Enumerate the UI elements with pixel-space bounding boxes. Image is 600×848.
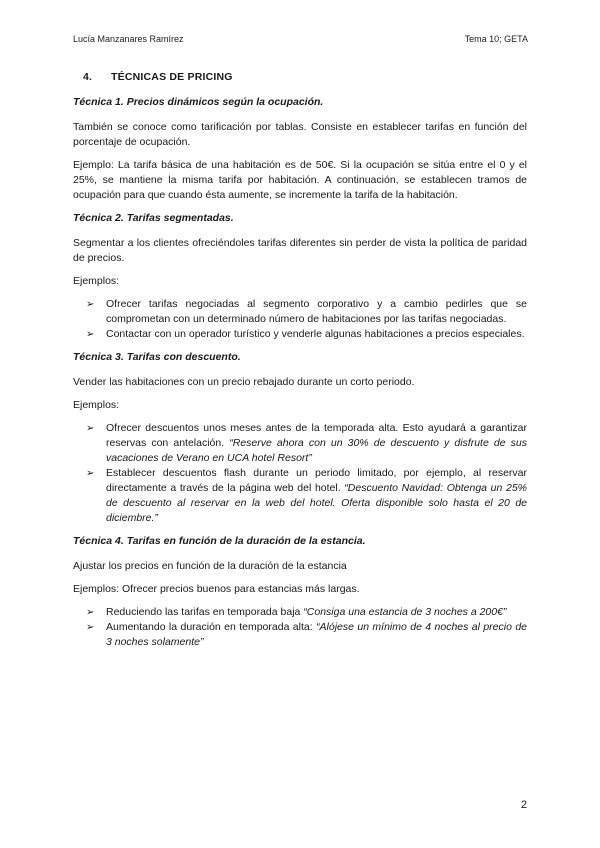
technique-1-title: Técnica 1. Precios dinámicos según la ocupación. (73, 96, 324, 108)
technique-4-title: Técnica 4. Tarifas en función de la duración de la estancia. (73, 535, 366, 547)
technique-4-paragraph-1: Ajustar los precios en función de la duración de la estancia (73, 560, 347, 572)
list-item: ➢ Ofrecer descuentos unos meses antes de la temporada alta. Esto ayudará a garantizar reservas con antelación. “Reserve ahora con un 30% de descuento y disfrute de sus vacaciones de Verano en UCA hotel Resort” (86, 422, 527, 464)
technique-3-examples-label: Ejemplos: (73, 399, 120, 411)
technique-2-paragraph-1: Segmentar a los clientes ofreciéndoles tarifas diferentes sin perder de vista la política de paridad de precios. (73, 237, 527, 264)
header-topic: Tema 10; GETA (464, 34, 528, 44)
arrow-bullet-icon: ➢ (86, 607, 95, 618)
page-number: 2 (520, 799, 527, 811)
section-heading (73, 70, 527, 85)
arrow-bullet-icon: ➢ (86, 299, 95, 310)
list-item: ➢ Establecer descuentos flash durante un periodo limitado, por ejemplo, al reservar directamente a través de la página web del hotel. “Descuento Navidad: Obtenga un 25% de descuento al reservar en la web del hotel. Oferta disponible solo hasta el 20 de diciembre.” (86, 467, 527, 524)
technique-3-paragraph-1: Vender las habitaciones con un precio rebajado durante un corto periodo. (73, 376, 415, 388)
list-item: ➢ Contactar con un operador turístico y venderle algunas habitaciones a precios especiales. (86, 328, 525, 340)
list-item: ➢ Reduciendo las tarifas en temporada baja “Consiga una estancia de 3 noches a 200€” (86, 606, 507, 618)
arrow-bullet-icon: ➢ (86, 329, 95, 340)
page-content (73, 70, 527, 658)
technique-2-title: Técnica 2. Tarifas segmentadas. (73, 212, 234, 224)
section-number: 4. (83, 71, 93, 83)
section-title: TÉCNICAS DE PRICING (111, 71, 233, 83)
technique-4-list (73, 605, 527, 650)
header-author: Lucía Manzanares Ramírez (73, 34, 184, 44)
technique-2-examples-label: Ejemplos: (73, 275, 120, 287)
technique-3-list (73, 421, 527, 526)
arrow-bullet-icon: ➢ (86, 622, 95, 633)
list-item: ➢ Ofrecer tarifas negociadas al segmento corporativo y a cambio pedirles que se comprometan con un determinado número de habitaciones por las tarifas negociadas. (86, 298, 527, 325)
technique-2-list (73, 297, 527, 342)
technique-4-paragraph-2: Ejemplos: Ofrecer precios buenos para estancias más largas. (73, 583, 360, 595)
arrow-bullet-icon: ➢ (86, 423, 95, 434)
arrow-bullet-icon: ➢ (86, 468, 95, 479)
technique-3-title: Técnica 3. Tarifas con descuento. (73, 351, 241, 363)
technique-1-paragraph-1: También se conoce como tarificación por tablas. Consiste en establecer tarifas en función del porcentaje de ocupación. (73, 121, 527, 148)
technique-1-paragraph-2: Ejemplo: La tarifa básica de una habitación es de 50€. Si la ocupación se sitúa entre el 0 y el 25%, se mantiene la misma tarifa por habitación. A continuación, se establecen tramos de ocupación para que cuando ésta aumente, se incremente la tarifa de la habitación. (73, 159, 527, 201)
list-item: ➢ Aumentando la duración en temporada alta: “Alójese un mínimo de 4 noches al precio de 3 noches solamente” (86, 621, 527, 648)
